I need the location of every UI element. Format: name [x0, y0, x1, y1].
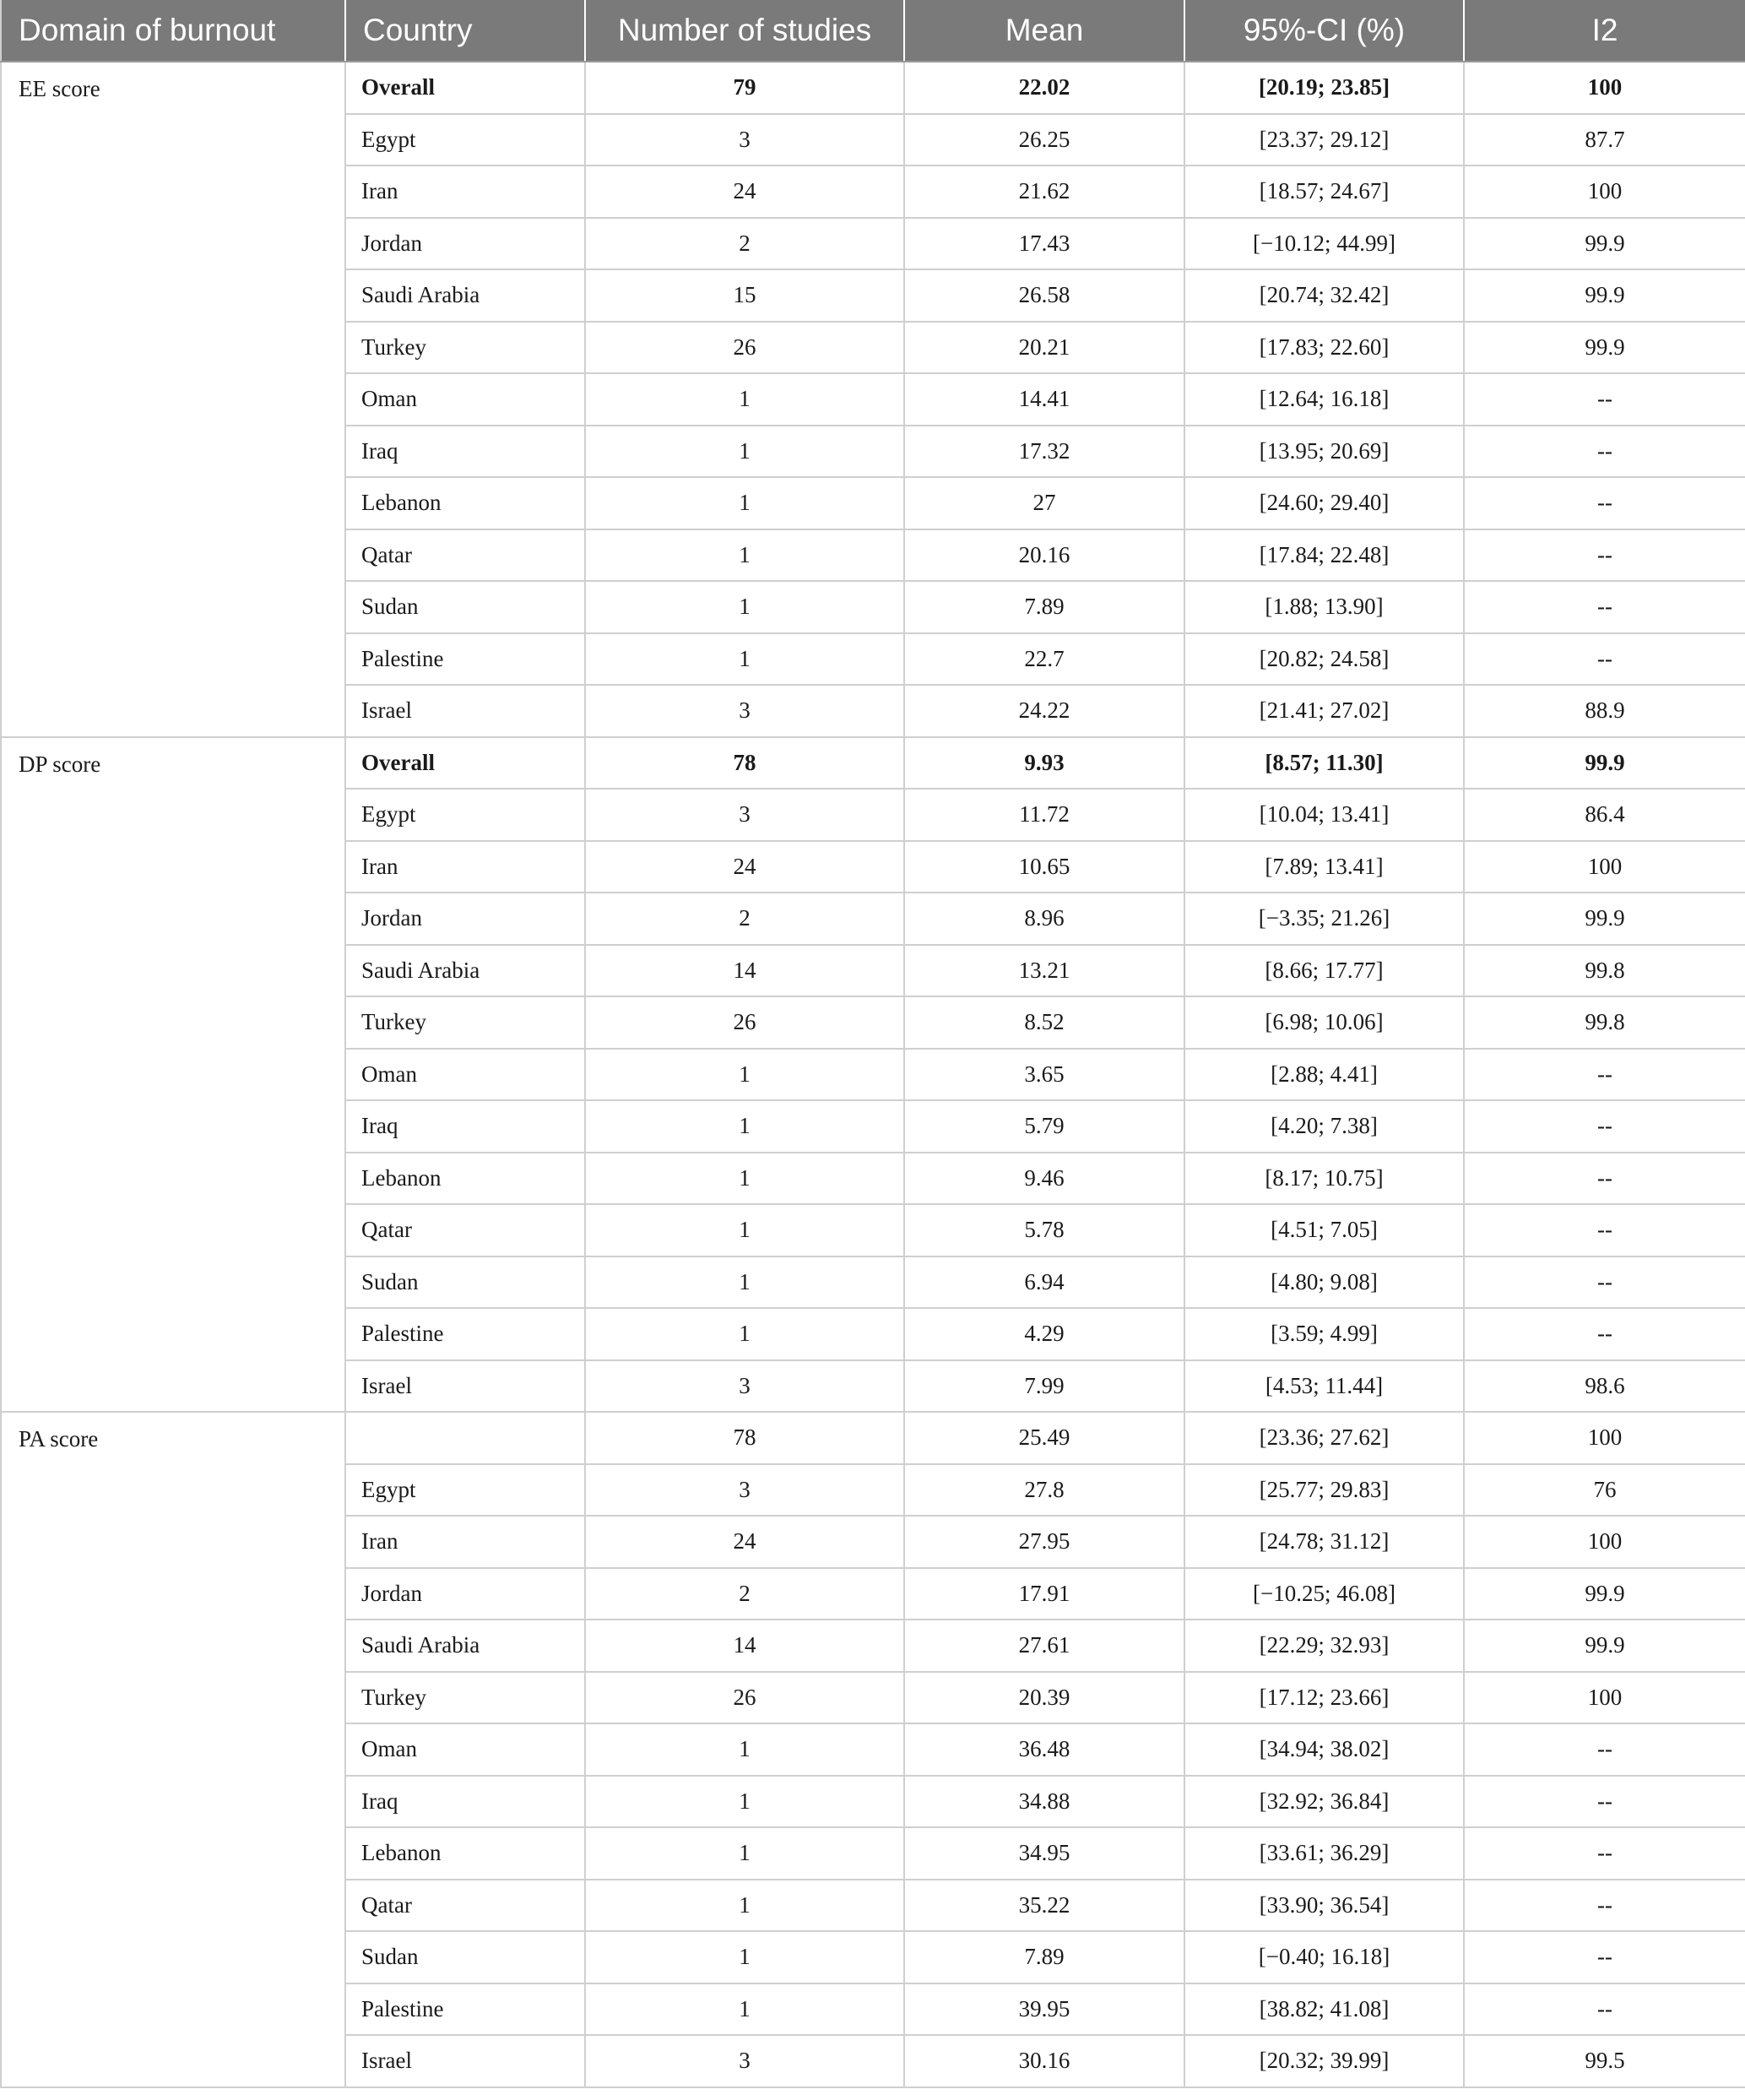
- country-cell: Egypt: [345, 114, 585, 166]
- country-cell: [345, 1412, 585, 1464]
- country-cell: Iran: [345, 1516, 585, 1568]
- mean-cell: 5.79: [904, 1100, 1184, 1153]
- mean-cell: 27.61: [904, 1620, 1184, 1672]
- studies-cell: 1: [585, 1100, 904, 1153]
- i2-cell: 99.9: [1464, 322, 1745, 374]
- studies-cell: 14: [585, 1620, 904, 1672]
- studies-cell: 1: [585, 1308, 904, 1360]
- country-cell: Lebanon: [345, 477, 585, 529]
- domain-cell: PA score: [1, 1412, 345, 2087]
- studies-cell: 1: [585, 373, 904, 426]
- country-cell: Egypt: [345, 1464, 585, 1517]
- mean-cell: 27.95: [904, 1516, 1184, 1568]
- mean-cell: 26.25: [904, 114, 1184, 166]
- i2-cell: 100: [1464, 841, 1745, 893]
- mean-cell: 17.43: [904, 218, 1184, 270]
- studies-cell: 14: [585, 945, 904, 997]
- ci-cell: [23.36; 27.62]: [1184, 1412, 1464, 1464]
- country-cell: Sudan: [345, 581, 585, 633]
- country-cell: Sudan: [345, 1931, 585, 1983]
- studies-cell: 3: [585, 1360, 904, 1413]
- ci-cell: [21.41; 27.02]: [1184, 685, 1464, 737]
- studies-cell: 1: [585, 1256, 904, 1309]
- header-ci: 95%-CI (%): [1184, 0, 1464, 62]
- i2-cell: --: [1464, 529, 1745, 582]
- studies-cell: 24: [585, 841, 904, 893]
- mean-cell: 25.49: [904, 1412, 1184, 1464]
- studies-cell: 1: [585, 1049, 904, 1101]
- studies-cell: 3: [585, 685, 904, 737]
- country-cell: Turkey: [345, 322, 585, 374]
- mean-cell: 26.58: [904, 269, 1184, 322]
- studies-cell: 24: [585, 1516, 904, 1568]
- studies-cell: 1: [585, 477, 904, 529]
- mean-cell: 39.95: [904, 1983, 1184, 2036]
- i2-cell: --: [1464, 1100, 1745, 1153]
- ci-cell: [−0.40; 16.18]: [1184, 1931, 1464, 1983]
- studies-cell: 1: [585, 1931, 904, 1983]
- i2-cell: 99.9: [1464, 218, 1745, 270]
- studies-cell: 1: [585, 529, 904, 582]
- country-cell: Saudi Arabia: [345, 269, 585, 322]
- mean-cell: 21.62: [904, 166, 1184, 218]
- studies-cell: 2: [585, 218, 904, 270]
- studies-cell: 3: [585, 1464, 904, 1517]
- ci-cell: [32.92; 36.84]: [1184, 1776, 1464, 1828]
- ci-cell: [33.90; 36.54]: [1184, 1880, 1464, 1932]
- mean-cell: 11.72: [904, 789, 1184, 841]
- i2-cell: 98.6: [1464, 1360, 1745, 1413]
- ci-cell: [17.83; 22.60]: [1184, 322, 1464, 374]
- mean-cell: 20.21: [904, 322, 1184, 374]
- country-cell: Saudi Arabia: [345, 1620, 585, 1672]
- i2-cell: --: [1464, 1880, 1745, 1932]
- i2-cell: 99.9: [1464, 893, 1745, 945]
- mean-cell: 9.93: [904, 737, 1184, 790]
- ci-cell: [6.98; 10.06]: [1184, 996, 1464, 1049]
- domain-cell: DP score: [1, 737, 345, 1413]
- studies-cell: 78: [585, 737, 904, 790]
- country-cell: Saudi Arabia: [345, 945, 585, 997]
- ci-cell: [4.20; 7.38]: [1184, 1100, 1464, 1153]
- studies-cell: 1: [585, 1723, 904, 1776]
- i2-cell: 87.7: [1464, 114, 1745, 166]
- studies-cell: 1: [585, 1880, 904, 1932]
- i2-cell: 100: [1464, 1516, 1745, 1568]
- ci-cell: [20.74; 32.42]: [1184, 269, 1464, 322]
- ci-cell: [24.60; 29.40]: [1184, 477, 1464, 529]
- header-country: Country: [345, 0, 585, 62]
- country-cell: Lebanon: [345, 1827, 585, 1880]
- header-mean: Mean: [904, 0, 1184, 62]
- ci-cell: [22.29; 32.93]: [1184, 1620, 1464, 1672]
- i2-cell: --: [1464, 1776, 1745, 1828]
- mean-cell: 22.7: [904, 633, 1184, 686]
- i2-cell: 99.9: [1464, 269, 1745, 322]
- studies-cell: 26: [585, 996, 904, 1049]
- i2-cell: 99.9: [1464, 1620, 1745, 1672]
- studies-cell: 1: [585, 1827, 904, 1880]
- table-row: [1, 1412, 1745, 1464]
- i2-cell: --: [1464, 1723, 1745, 1776]
- mean-cell: 27: [904, 477, 1184, 529]
- mean-cell: 22.02: [904, 62, 1184, 114]
- studies-cell: 2: [585, 893, 904, 945]
- i2-cell: --: [1464, 1204, 1745, 1256]
- domain-cell: EE score: [1, 62, 345, 737]
- i2-cell: 100: [1464, 1412, 1745, 1464]
- mean-cell: 9.46: [904, 1153, 1184, 1205]
- i2-cell: --: [1464, 477, 1745, 529]
- country-cell: Palestine: [345, 1308, 585, 1360]
- mean-cell: 4.29: [904, 1308, 1184, 1360]
- ci-cell: [33.61; 36.29]: [1184, 1827, 1464, 1880]
- ci-cell: [4.51; 7.05]: [1184, 1204, 1464, 1256]
- studies-cell: 24: [585, 166, 904, 218]
- ci-cell: [18.57; 24.67]: [1184, 166, 1464, 218]
- mean-cell: 34.95: [904, 1827, 1184, 1880]
- country-cell: Iraq: [345, 1100, 585, 1153]
- studies-cell: 26: [585, 1672, 904, 1724]
- i2-cell: --: [1464, 1256, 1745, 1309]
- mean-cell: 8.96: [904, 893, 1184, 945]
- i2-cell: --: [1464, 373, 1745, 426]
- mean-cell: 30.16: [904, 2035, 1184, 2087]
- header-domain: Domain of burnout: [1, 0, 345, 62]
- country-cell: Oman: [345, 373, 585, 426]
- ci-cell: [8.17; 10.75]: [1184, 1153, 1464, 1205]
- mean-cell: 17.32: [904, 426, 1184, 478]
- table-body: [1, 62, 1745, 2087]
- i2-cell: 99.9: [1464, 737, 1745, 790]
- ci-cell: [17.84; 22.48]: [1184, 529, 1464, 582]
- mean-cell: 34.88: [904, 1776, 1184, 1828]
- ci-cell: [−3.35; 21.26]: [1184, 893, 1464, 945]
- ci-cell: [8.66; 17.77]: [1184, 945, 1464, 997]
- ci-cell: [13.95; 20.69]: [1184, 426, 1464, 478]
- studies-cell: 3: [585, 114, 904, 166]
- ci-cell: [20.32; 39.99]: [1184, 2035, 1464, 2087]
- mean-cell: 20.16: [904, 529, 1184, 582]
- i2-cell: --: [1464, 633, 1745, 686]
- mean-cell: 13.21: [904, 945, 1184, 997]
- i2-cell: --: [1464, 581, 1745, 633]
- header-i2: I2: [1464, 0, 1745, 62]
- i2-cell: --: [1464, 1308, 1745, 1360]
- country-cell: Israel: [345, 2035, 585, 2087]
- i2-cell: --: [1464, 1153, 1745, 1205]
- country-cell: Oman: [345, 1049, 585, 1101]
- ci-cell: [2.88; 4.41]: [1184, 1049, 1464, 1101]
- country-cell: Sudan: [345, 1256, 585, 1309]
- i2-cell: --: [1464, 1049, 1745, 1101]
- i2-cell: 99.9: [1464, 1568, 1745, 1620]
- mean-cell: 17.91: [904, 1568, 1184, 1620]
- ci-cell: [38.82; 41.08]: [1184, 1983, 1464, 2036]
- table-row: [1, 62, 1745, 114]
- ci-cell: [20.82; 24.58]: [1184, 633, 1464, 686]
- i2-cell: --: [1464, 1827, 1745, 1880]
- country-cell: Jordan: [345, 218, 585, 270]
- ci-cell: [−10.12; 44.99]: [1184, 218, 1464, 270]
- ci-cell: [10.04; 13.41]: [1184, 789, 1464, 841]
- studies-cell: 1: [585, 1983, 904, 2036]
- studies-cell: 78: [585, 1412, 904, 1464]
- ci-cell: [17.12; 23.66]: [1184, 1672, 1464, 1724]
- mean-cell: 7.99: [904, 1360, 1184, 1413]
- studies-cell: 1: [585, 633, 904, 686]
- i2-cell: 99.8: [1464, 996, 1745, 1049]
- ci-cell: [34.94; 38.02]: [1184, 1723, 1464, 1776]
- table-header: [1, 0, 1745, 62]
- i2-cell: 88.9: [1464, 685, 1745, 737]
- i2-cell: --: [1464, 1931, 1745, 1983]
- country-cell: Palestine: [345, 1983, 585, 2036]
- mean-cell: 5.78: [904, 1204, 1184, 1256]
- country-cell: Iran: [345, 166, 585, 218]
- studies-cell: 1: [585, 581, 904, 633]
- ci-cell: [7.89; 13.41]: [1184, 841, 1464, 893]
- ci-cell: [8.57; 11.30]: [1184, 737, 1464, 790]
- ci-cell: [−10.25; 46.08]: [1184, 1568, 1464, 1620]
- ci-cell: [23.37; 29.12]: [1184, 114, 1464, 166]
- mean-cell: 14.41: [904, 373, 1184, 426]
- studies-cell: 1: [585, 1153, 904, 1205]
- country-cell: Overall: [345, 62, 585, 114]
- mean-cell: 8.52: [904, 996, 1184, 1049]
- mean-cell: 24.22: [904, 685, 1184, 737]
- mean-cell: 3.65: [904, 1049, 1184, 1101]
- ci-cell: [20.19; 23.85]: [1184, 62, 1464, 114]
- i2-cell: 100: [1464, 166, 1745, 218]
- country-cell: Oman: [345, 1723, 585, 1776]
- country-cell: Qatar: [345, 1204, 585, 1256]
- country-cell: Jordan: [345, 1568, 585, 1620]
- country-cell: Turkey: [345, 996, 585, 1049]
- country-cell: Qatar: [345, 1880, 585, 1932]
- studies-cell: 1: [585, 1776, 904, 1828]
- country-cell: Overall: [345, 737, 585, 790]
- i2-cell: 100: [1464, 1672, 1745, 1724]
- mean-cell: 20.39: [904, 1672, 1184, 1724]
- i2-cell: 99.5: [1464, 2035, 1745, 2087]
- country-cell: Israel: [345, 1360, 585, 1413]
- studies-cell: 15: [585, 269, 904, 322]
- header-number-of-studies: Number of studies: [585, 0, 904, 62]
- i2-cell: 76: [1464, 1464, 1745, 1517]
- i2-cell: --: [1464, 426, 1745, 478]
- country-cell: Qatar: [345, 529, 585, 582]
- mean-cell: 7.89: [904, 581, 1184, 633]
- i2-cell: --: [1464, 1983, 1745, 2036]
- i2-cell: 99.8: [1464, 945, 1745, 997]
- country-cell: Iran: [345, 841, 585, 893]
- studies-cell: 79: [585, 62, 904, 114]
- studies-cell: 2: [585, 1568, 904, 1620]
- mean-cell: 6.94: [904, 1256, 1184, 1309]
- country-cell: Iraq: [345, 426, 585, 478]
- i2-cell: 100: [1464, 62, 1745, 114]
- country-cell: Jordan: [345, 893, 585, 945]
- ci-cell: [4.53; 11.44]: [1184, 1360, 1464, 1413]
- ci-cell: [24.78; 31.12]: [1184, 1516, 1464, 1568]
- mean-cell: 27.8: [904, 1464, 1184, 1517]
- studies-cell: 1: [585, 426, 904, 478]
- ci-cell: [1.88; 13.90]: [1184, 581, 1464, 633]
- mean-cell: 35.22: [904, 1880, 1184, 1932]
- table-row: [1, 737, 1745, 790]
- studies-cell: 26: [585, 322, 904, 374]
- mean-cell: 36.48: [904, 1723, 1184, 1776]
- mean-cell: 7.89: [904, 1931, 1184, 1983]
- country-cell: Lebanon: [345, 1153, 585, 1205]
- country-cell: Palestine: [345, 633, 585, 686]
- ci-cell: [3.59; 4.99]: [1184, 1308, 1464, 1360]
- header-row: [1, 0, 1745, 62]
- ci-cell: [12.64; 16.18]: [1184, 373, 1464, 426]
- mean-cell: 10.65: [904, 841, 1184, 893]
- country-cell: Israel: [345, 685, 585, 737]
- i2-cell: 86.4: [1464, 789, 1745, 841]
- studies-cell: 3: [585, 2035, 904, 2087]
- country-cell: Egypt: [345, 789, 585, 841]
- ci-cell: [4.80; 9.08]: [1184, 1256, 1464, 1309]
- studies-cell: 3: [585, 789, 904, 841]
- country-cell: Turkey: [345, 1672, 585, 1724]
- ci-cell: [25.77; 29.83]: [1184, 1464, 1464, 1517]
- studies-cell: 1: [585, 1204, 904, 1256]
- country-cell: Iraq: [345, 1776, 585, 1828]
